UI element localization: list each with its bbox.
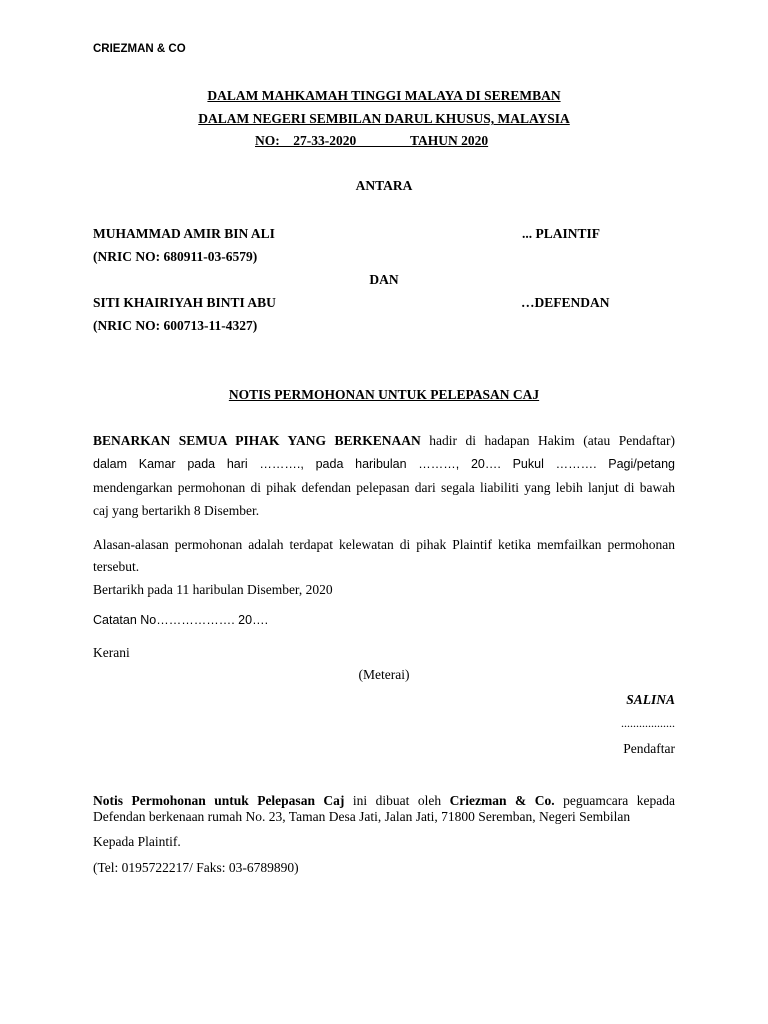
plaintiff-role: ... PLAINTIF	[522, 226, 601, 241]
footer-line2: Defendan berkenaan rumah No. 23, Taman Desa Jati, Jalan Jati, 71800 Seremban, Negeri Sembilan	[93, 809, 631, 824]
dan-label: DAN	[369, 272, 399, 287]
footer-line3: Kepada Plaintif.	[93, 834, 181, 849]
footer-contact: (Tel: 0195722217/ Faks: 03-6789890)	[93, 860, 299, 875]
plaintiff-nric: (NRIC NO: 680911-03-6579)	[93, 249, 258, 264]
signature-dots: ..................	[621, 716, 675, 730]
footer-text2: peguamcara kepada	[554, 793, 675, 808]
footer-bold1: Notis Permohonan untuk Pelepasan Caj	[93, 793, 345, 808]
seal-label: (Meterai)	[358, 667, 410, 682]
footer-bold2: Criezman & Co.	[449, 793, 555, 808]
antara-label: ANTARA	[355, 178, 413, 193]
case-number: NO: 27-33-2020 TAHUN 2020	[255, 133, 489, 148]
kerani-label: Kerani	[93, 645, 130, 660]
footer-text1: ini dibuat oleh	[344, 793, 450, 808]
paragraph1-lead-bold: BENARKAN SEMUA PIHAK YANG BERKENAAN	[93, 433, 421, 448]
footer-line1	[93, 793, 675, 809]
notice-title: NOTIS PERMOHONAN UNTUK PELEPASAN CAJ	[228, 387, 540, 402]
defendant-name: SITI KHAIRIYAH BINTI ABU	[93, 295, 276, 310]
firm-header: CRIEZMAN & CO	[93, 43, 186, 55]
registrar-label: Pendaftar	[623, 741, 675, 756]
paragraph1-line3: mendengarkan permohonan di pihak defendan pelepasan dari segala liabiliti yang lebih lanjut di bawah	[93, 480, 675, 495]
defendant-nric: (NRIC NO: 600713-11-4327)	[93, 318, 258, 333]
paragraph2-line2: tersebut.	[93, 559, 140, 574]
paragraph2-line1: Alasan-alasan permohonan adalah terdapat kelewatan di pihak Plaintif ketika memfailkan permohonan	[93, 537, 675, 552]
paragraph1-line4: caj yang bertarikh 8 Disember.	[93, 503, 260, 518]
signer-name: SALINA	[626, 692, 675, 707]
defendant-role: …DEFENDAN	[521, 295, 610, 310]
paragraph1-line2: dalam Kamar pada hari ………., pada haribulan ………, 20…. Pukul ………. Pagi/petang	[93, 457, 675, 471]
paragraph1-line1	[93, 433, 675, 449]
court-title-line2: DALAM NEGERI SEMBILAN DARUL KHUSUS, MALAYSIA	[198, 111, 570, 126]
catatan-line: Catatan No………………. 20….	[93, 613, 269, 627]
paragraph1-lead-rest: hadir di hadapan Hakim (atau Pendaftar)	[420, 433, 675, 448]
court-title-line1: DALAM MAHKAMAH TINGGI MALAYA DI SEREMBAN	[207, 88, 561, 103]
date-line: Bertarikh pada 11 haribulan Disember, 2020	[93, 582, 333, 597]
plaintiff-name: MUHAMMAD AMIR BIN ALI	[93, 226, 275, 241]
